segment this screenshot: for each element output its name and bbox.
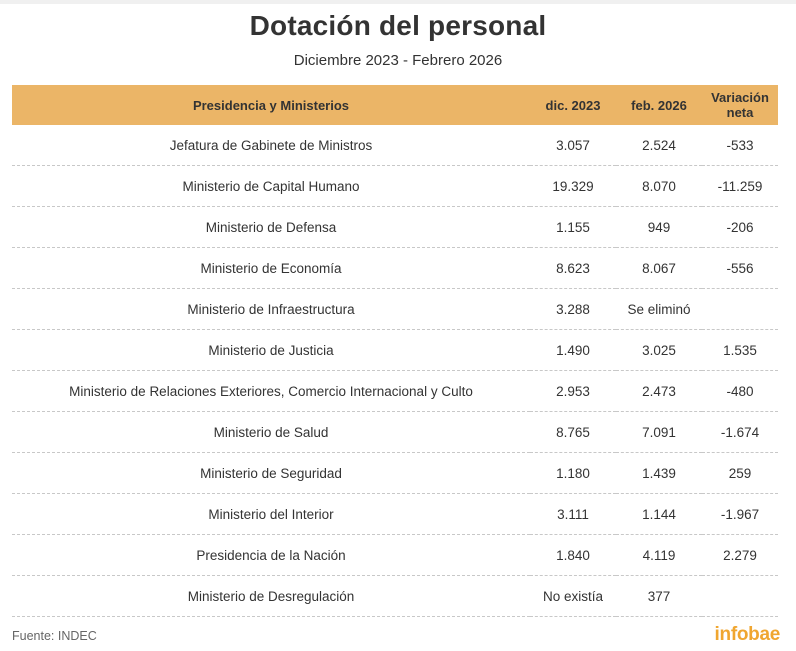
table-cell: 8.067: [616, 248, 702, 289]
source-note: Fuente: INDEC: [12, 629, 97, 643]
table-cell: 1.490: [530, 330, 616, 371]
table-cell: 3.111: [530, 494, 616, 535]
table-row: [12, 330, 778, 371]
table-row: [12, 166, 778, 207]
table-cell: 3.025: [616, 330, 702, 371]
table-row: [12, 412, 778, 453]
table-cell: 3.057: [530, 125, 616, 166]
table-cell: 1.144: [616, 494, 702, 535]
table-cell: Ministerio de Economía: [12, 248, 530, 289]
table-cell: Ministerio de Infraestructura: [12, 289, 530, 330]
table-cell: Ministerio de Salud: [12, 412, 530, 453]
table-cell: Ministerio del Interior: [12, 494, 530, 535]
table-cell: -533: [702, 125, 778, 166]
table-row: [12, 289, 778, 330]
table-row: [12, 207, 778, 248]
brand-logo: infobae: [714, 624, 780, 645]
table-cell: 3.288: [530, 289, 616, 330]
table-cell: 949: [616, 207, 702, 248]
table-cell: Ministerio de Seguridad: [12, 453, 530, 494]
table-cell: 4.119: [616, 535, 702, 576]
data-table: [12, 85, 778, 617]
column-header: Variación neta: [711, 90, 769, 120]
table-cell: -1.967: [702, 494, 778, 535]
table-cell: Ministerio de Capital Humano: [12, 166, 530, 207]
table-cell: Se eliminó: [616, 289, 702, 330]
table-cell: Jefatura de Gabinete de Ministros: [12, 125, 530, 166]
column-header: Presidencia y Ministerios: [192, 97, 350, 113]
table-cell: 1.840: [530, 535, 616, 576]
table-cell: Ministerio de Relaciones Exteriores, Comercio Internacional y Culto: [12, 371, 530, 412]
table-cell: Ministerio de Desregulación: [12, 576, 530, 617]
chart-subtitle: Diciembre 2023 - Febrero 2026: [293, 52, 503, 69]
column-header: dic. 2023: [545, 97, 601, 113]
table-cell: 8.765: [530, 412, 616, 453]
table-cell: 2.524: [616, 125, 702, 166]
table-cell: -206: [702, 207, 778, 248]
top-divider: [0, 0, 796, 4]
table-cell: 1.439: [616, 453, 702, 494]
table-row: [12, 535, 778, 576]
table-cell: 2.473: [616, 371, 702, 412]
table-cell: [702, 576, 778, 617]
table-cell: Presidencia de la Nación: [12, 535, 530, 576]
table-cell: -11.259: [702, 166, 778, 207]
chart-title: Dotación del personal: [249, 10, 547, 41]
table-cell: No existía: [530, 576, 616, 617]
table-cell: 19.329: [530, 166, 616, 207]
table-cell: 8.070: [616, 166, 702, 207]
table-cell: -1.674: [702, 412, 778, 453]
table-row: [12, 371, 778, 412]
table-cell: 1.155: [530, 207, 616, 248]
table-row: [12, 494, 778, 535]
table-row: [12, 125, 778, 166]
column-header: feb. 2026: [631, 97, 687, 113]
table-cell: 2.953: [530, 371, 616, 412]
table-cell: 7.091: [616, 412, 702, 453]
table-row: [12, 248, 778, 289]
table-cell: -480: [702, 371, 778, 412]
table-header-row: [12, 85, 778, 125]
table-cell: 259: [702, 453, 778, 494]
table-cell: 8.623: [530, 248, 616, 289]
table-cell: [702, 289, 778, 330]
table-cell: 1.535: [702, 330, 778, 371]
table-cell: 1.180: [530, 453, 616, 494]
table-cell: Ministerio de Justicia: [12, 330, 530, 371]
table-row: [12, 576, 778, 617]
table-body: [12, 125, 778, 617]
table-cell: Ministerio de Defensa: [12, 207, 530, 248]
table-cell: -556: [702, 248, 778, 289]
table-row: [12, 453, 778, 494]
table-cell: 2.279: [702, 535, 778, 576]
table-cell: 377: [616, 576, 702, 617]
